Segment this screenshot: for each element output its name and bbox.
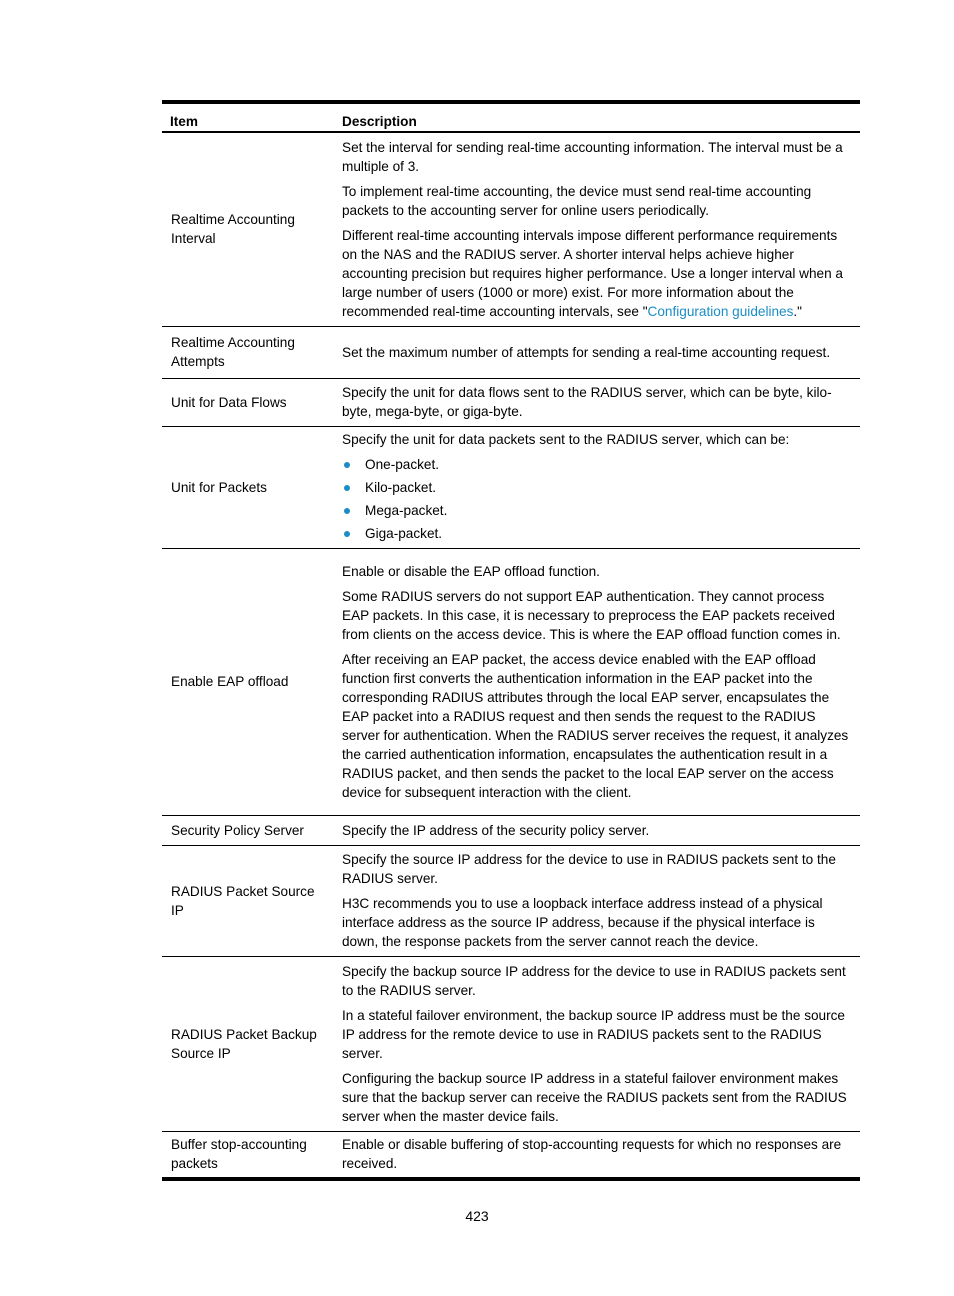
table-header-row [162, 102, 860, 132]
page-number: 423 [465, 1208, 489, 1224]
item-cell: Enable EAP offload [171, 674, 289, 689]
table-row [162, 1131, 860, 1179]
unit-bullet-list [342, 453, 852, 545]
description-paragraph [342, 226, 852, 321]
table-row [162, 845, 860, 956]
list-item-text: Giga-packet. [365, 525, 443, 541]
table-row [162, 426, 860, 548]
description-cell [334, 378, 860, 426]
item-cell: Security Policy Server [171, 822, 304, 838]
item-cell: Unit for Data Flows [171, 394, 287, 410]
description-cell [334, 1131, 860, 1179]
description-cell [334, 132, 860, 326]
item-cell: Buffer stop-accounting packets [171, 1137, 307, 1172]
item-cell: Realtime Accounting Interval [171, 212, 295, 247]
description-paragraph: Enable or disable buffering of stop-accounting requests for which no responses are received. [342, 1137, 842, 1172]
description-cell [334, 326, 860, 378]
list-item [342, 476, 852, 499]
description-cell [334, 426, 860, 548]
table-row [162, 378, 860, 426]
table-row [162, 956, 860, 1131]
description-paragraph: Specify the IP address of the security policy server. [342, 822, 650, 838]
description-cell [334, 845, 860, 956]
bullet-dot-icon [344, 485, 350, 491]
description-paragraph: Some RADIUS servers do not support EAP authentication. They cannot process EAP packets. In this case, it is necessary to preprocess the EAP packets received from clients on the access device. This is where the EAP offload function comes in. [342, 588, 841, 642]
list-item-text: Kilo-packet. [365, 479, 437, 495]
item-cell: RADIUS Packet Backup Source IP [171, 1026, 317, 1061]
table-row [162, 548, 860, 815]
description-paragraph: Specify the unit for data packets sent to the RADIUS server, which can be: [342, 431, 790, 447]
description-paragraph: Set the interval for sending real-time accounting information. The interval must be a multiple of 3. [342, 139, 843, 174]
list-item [342, 522, 852, 545]
table-row [162, 326, 860, 378]
description-paragraph: H3C recommends you to use a loopback interface address instead of a physical interface address as the source IP address, because if the physical interface is down, the response packets from the server cannot reach the device. [342, 896, 823, 949]
item-cell: RADIUS Packet Source IP [171, 883, 315, 918]
description-paragraph: Set the maximum number of attempts for sending a real-time accounting request. [342, 344, 831, 360]
description-cell [334, 815, 860, 845]
description-paragraph: Configuring the backup source IP address in a stateful failover environment makes sure that the backup server can receive the RADIUS packets sent from the RADIUS server when the master device fails. [342, 1070, 847, 1124]
description-paragraph: Specify the source IP address for the device to use in RADIUS packets sent to the RADIUS server. [342, 852, 836, 886]
bullet-dot-icon [344, 462, 350, 468]
description-paragraph: After receiving an EAP packet, the access device enabled with the EAP offload function first converts the authentication information in the EAP packet into the corresponding RADIUS attributes through the local EAP server, encapsulates the EAP packet into a RADIUS request and then sends the request to the RADIUS server for authentication. When the RADIUS server receives the request, it analyzes the carried authentication information, encapsulates the authentication result in a RADIUS packet, and then sends the packet to the local EAP server on the access device for subsequent interaction with the client. [342, 651, 849, 800]
parameter-table [162, 100, 860, 1181]
list-item [342, 453, 852, 476]
description-paragraph: Enable or disable the EAP offload function. [342, 563, 600, 579]
table-row [162, 132, 860, 326]
configuration-guidelines-link[interactable]: Configuration guidelines [647, 303, 794, 319]
description-cell [334, 956, 860, 1131]
description-paragraph: Specify the unit for data flows sent to the RADIUS server, which can be byte, kilo-byte, mega-byte, or giga-byte. [342, 385, 832, 419]
table-row [162, 815, 860, 845]
list-item [342, 499, 852, 522]
header-description: Description [342, 114, 417, 129]
bullet-dot-icon [344, 531, 350, 537]
description-text: ." [793, 303, 803, 319]
list-item-text: One-packet. [365, 456, 440, 472]
header-item: Item [170, 114, 198, 129]
item-cell: Unit for Packets [171, 479, 267, 495]
description-text: Different real-time accounting intervals impose different performance requirements on the NAS and the RADIUS server. A shorter interval helps achieve higher accounting precision but requires higher performance. Use a longer interval when a large number of users (1000 or more) exist. For more information about the recommended real-time accounting intervals, see " [342, 227, 843, 319]
description-paragraph: To implement real-time accounting, the device must send real-time accounting packets to the accounting server for online users periodically. [342, 183, 812, 218]
bullet-dot-icon [344, 508, 350, 514]
description-paragraph: Specify the backup source IP address for the device to use in RADIUS packets sent to the RADIUS server. [342, 963, 846, 998]
item-cell: Realtime Accounting Attempts [171, 335, 295, 369]
description-cell [334, 548, 860, 815]
description-paragraph: In a stateful failover environment, the backup source IP address must be the source IP address for the remote device to use in RADIUS packets sent to the RADIUS server. [342, 1007, 845, 1061]
list-item-text: Mega-packet. [365, 502, 448, 518]
